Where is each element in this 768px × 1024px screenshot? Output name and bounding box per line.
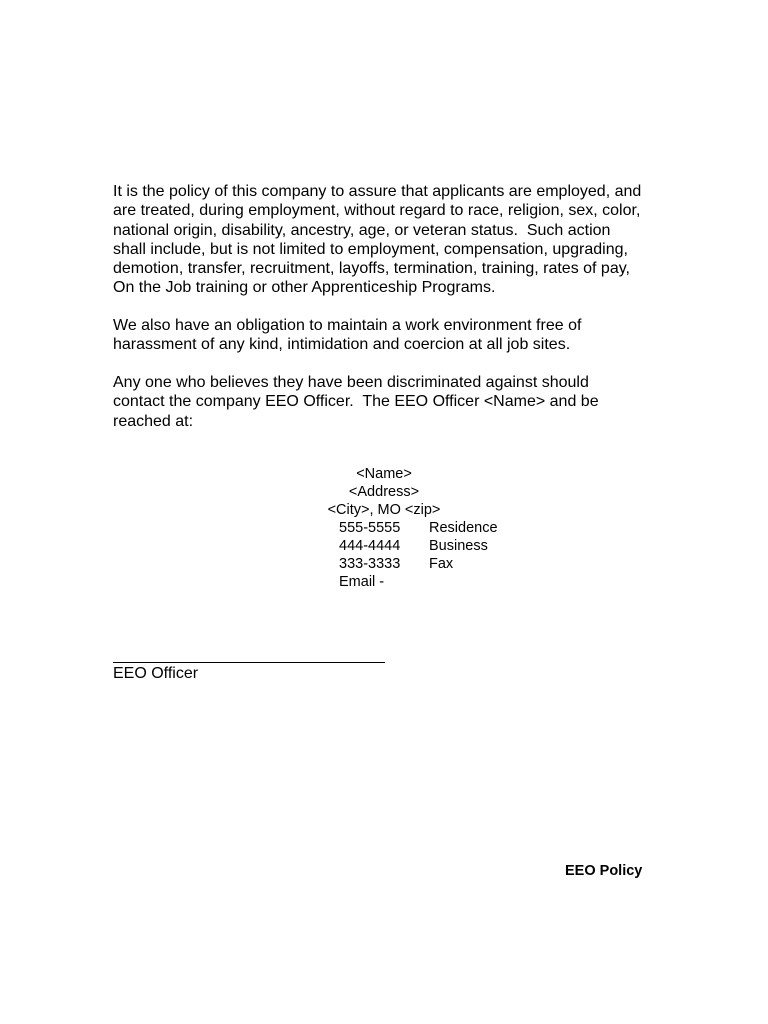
paragraph-line: harassment of any kind, intimidation and coercion at all job sites. <box>113 336 571 354</box>
policy-paragraph-1 <box>113 182 673 298</box>
signature-line <box>113 662 385 663</box>
policy-paragraph-3 <box>113 373 673 431</box>
paragraph-line: On the Job training or other Apprenticeship Programs. <box>113 279 496 297</box>
paragraph-line: We also have an obligation to maintain a work environment free of <box>113 317 582 334</box>
phone-row-business <box>339 537 530 555</box>
footer-title: EEO Policy <box>565 863 643 879</box>
phone-number: 444-4444 <box>339 538 401 554</box>
email-label: Email - <box>339 574 385 590</box>
paragraph-line: It is the policy of this company to assure that applicants are employed, and <box>113 183 642 200</box>
paragraph-line: national origin, disability, ancestry, age, or veteran status. Such action <box>113 221 611 239</box>
paragraph-line: reached at: <box>113 412 194 430</box>
contact-block <box>300 465 530 591</box>
phone-number: 555-5555 <box>339 520 401 536</box>
contact-address: <Address> <box>348 484 420 500</box>
paragraph-line: Any one who believes they have been discriminated against should <box>113 374 589 391</box>
paragraph-line: demotion, transfer, recruitment, layoffs, termination, training, rates of pay, <box>113 260 630 278</box>
paragraph-line: contact the company EEO Officer. The EEO Officer <Name> and be <box>113 393 599 411</box>
paragraph-line: are treated, during employment, without regard to race, religion, sex, color, <box>113 202 641 220</box>
phone-row-fax <box>339 555 530 573</box>
phone-label: Business <box>429 538 488 554</box>
paragraph-line: shall include, but is not limited to employment, compensation, upgrading, <box>113 240 628 258</box>
contact-name: <Name> <box>356 466 412 482</box>
signature-label: EEO Officer <box>113 665 199 682</box>
contact-city-line: <City>, MO <zip> <box>327 502 441 518</box>
phone-number: 333-3333 <box>339 556 401 572</box>
phone-label: Fax <box>429 556 454 572</box>
phone-row-residence <box>339 519 530 537</box>
policy-paragraph-2 <box>113 316 673 355</box>
phone-label: Residence <box>429 520 498 536</box>
